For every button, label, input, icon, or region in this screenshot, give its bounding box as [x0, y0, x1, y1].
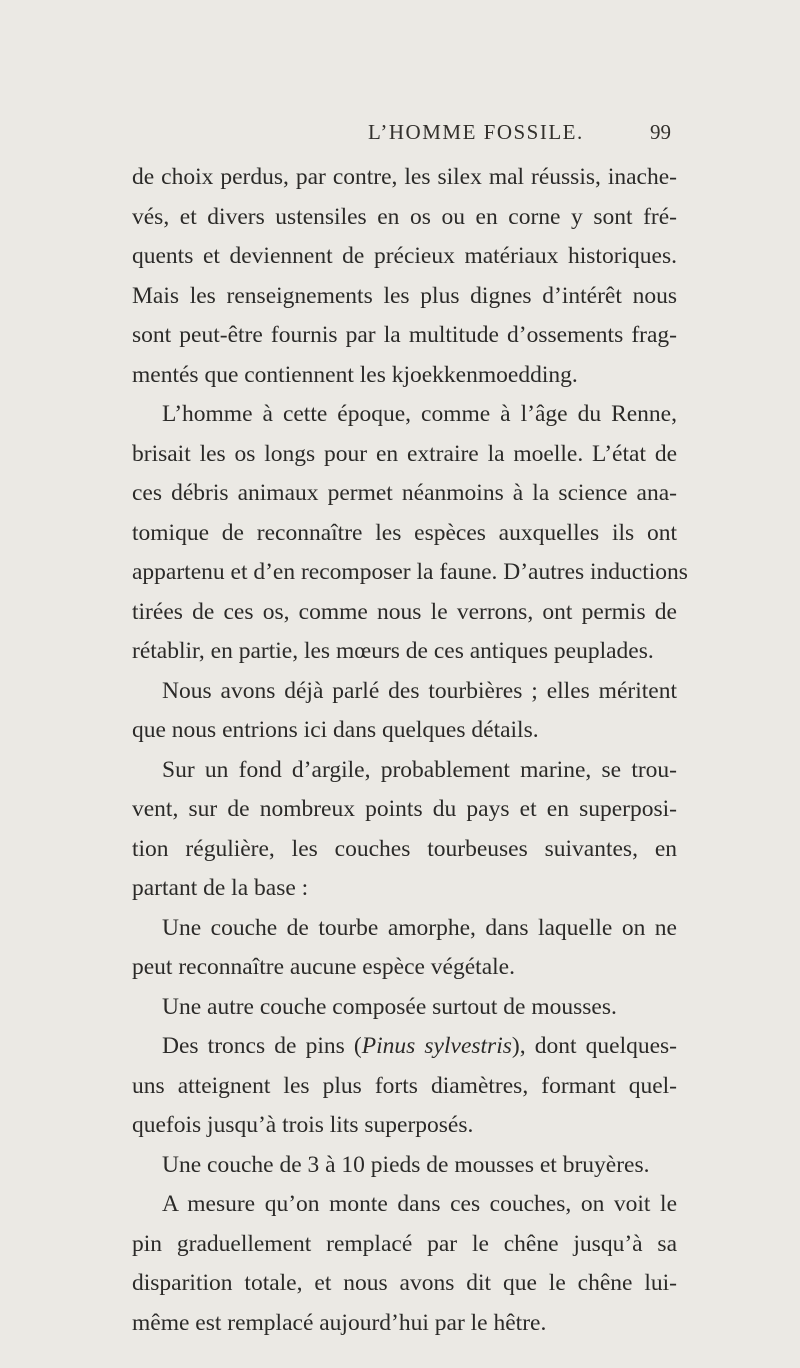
text-line: ces débris animaux permet néanmoins à la science ana-	[132, 480, 677, 506]
text-line	[132, 1027, 677, 1067]
running-title: L’HOMME FOSSILE.	[368, 120, 584, 144]
page-header	[0, 120, 800, 150]
text-line: A mesure qu’on monte dans ces couches, on voit le	[162, 1191, 677, 1217]
species-name: Pinus sylvestris	[361, 1033, 512, 1059]
text-line: L’homme à cette époque, comme à l’âge du Renne,	[162, 401, 677, 427]
text-line: appartenu et d’en recomposer la faune. D’autres inductions	[132, 559, 688, 585]
text-line: sont peut-être fournis par la multitude d’ossements frag-	[132, 322, 677, 348]
text-line: vés, et divers ustensiles en os ou en corne y sont fré-	[132, 203, 677, 230]
text-line: Une couche de 3 à 10 pieds de mousses et bruyères.	[162, 1151, 650, 1178]
text-line: de choix perdus, par contre, les silex mal réussis, inache-	[132, 164, 677, 190]
text-line: tomique de reconnaître les espèces auxquelles ils ont	[132, 519, 677, 546]
body-text	[132, 158, 688, 1343]
text-line: mentés que contiennent les kjoekkenmoedding.	[132, 361, 578, 388]
page-number: 99	[650, 120, 671, 144]
text-line: tirées de ces os, comme nous le verrons, ont permis de	[132, 598, 677, 625]
text-line: disparition totale, et nous avons dit que le chêne lui-	[132, 1270, 677, 1296]
text-line: pin graduellement remplacé par le chêne jusqu’à sa	[132, 1230, 677, 1257]
text-line: Sur un fond d’argile, probablement marine, se trou-	[162, 756, 677, 783]
text-line: partant de la base :	[132, 875, 309, 901]
text-line: uns atteignent les plus forts diamètres, formant quel-	[132, 1072, 677, 1099]
text-line: même est remplacé aujourd’hui par le hêtre.	[132, 1309, 547, 1336]
text-line: que nous entrions ici dans quelques détails.	[132, 717, 539, 743]
text-line: Nous avons déjà parlé des tourbières ; elles méritent	[162, 677, 677, 704]
text-line: tion régulière, les couches tourbeuses suivantes, en	[132, 835, 677, 862]
text-line: Mais les renseignements les plus dignes d’intérêt nous	[132, 282, 677, 309]
text-line: brisait les os longs pour en extraire la moelle. L’état de	[132, 440, 677, 467]
text-line: quents et deviennent de précieux matériaux historiques.	[132, 243, 677, 269]
text-line: vent, sur de nombreux points du pays et en superposi-	[132, 796, 677, 822]
text-segment: Des troncs de pins (	[162, 1033, 362, 1059]
text-line: rétablir, en partie, les mœurs de ces antiques peuplades.	[132, 638, 654, 664]
text-line: Une autre couche composée surtout de mousses.	[162, 993, 617, 1020]
text-line: peut reconnaître aucune espèce végétale.	[132, 954, 515, 980]
text-line: Une couche de tourbe amorphe, dans laquelle on ne	[162, 914, 677, 941]
text-segment: ), dont quelques-	[511, 1033, 677, 1059]
text-line: quefois jusqu’à trois lits superposés.	[132, 1112, 474, 1138]
